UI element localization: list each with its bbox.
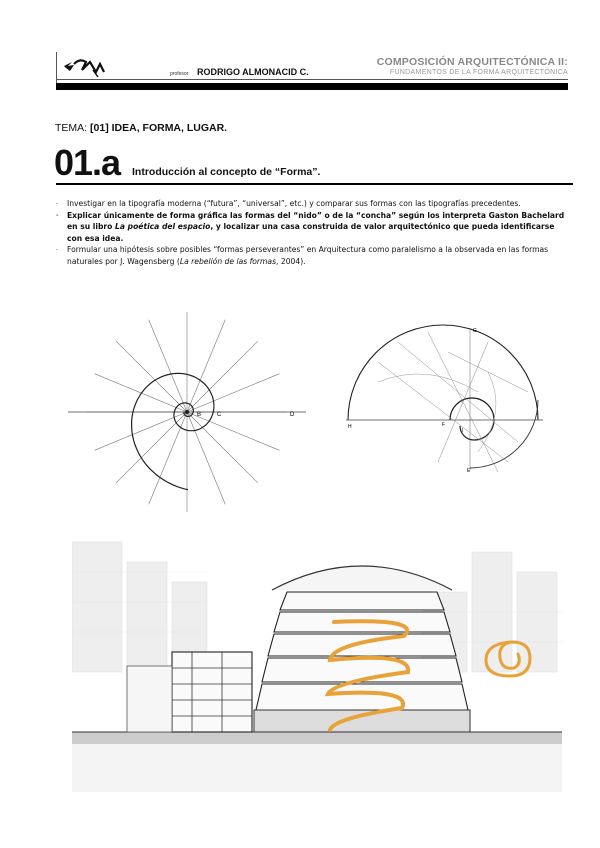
tema-value: [01] IDEA, FORMA, LUGAR. xyxy=(90,122,228,134)
construction-label-i: I xyxy=(462,428,464,434)
spiral-ray xyxy=(187,374,279,412)
construction-label-h: H xyxy=(348,424,352,430)
spiral-construction-figure xyxy=(338,322,548,482)
spiral-ray xyxy=(187,341,258,412)
assignment-list xyxy=(56,198,571,267)
spiral-label-b: B xyxy=(197,412,202,418)
section-title: Introducción al concepto de “Forma”. xyxy=(132,166,321,178)
course-title: COMPOSICIÓN ARQUITECTÓNICA II: xyxy=(376,56,568,68)
spiral-ray xyxy=(187,320,225,412)
spiral-label-d: D xyxy=(290,412,295,418)
spiral-figure xyxy=(62,305,312,517)
construction-label-f: F xyxy=(442,422,446,428)
course-logo xyxy=(60,52,110,82)
list-item: - Formular una hipótesis sobre posibles “formas perseverantes” en Arquitectura como paralelismo a la observada en las formas naturales por J. Wagensberg (La rebelión de las formas, 2004). xyxy=(56,244,571,267)
tema-label: TEMA: xyxy=(55,122,88,134)
spiral-label-c: C xyxy=(217,412,222,418)
professor-label: profesor: xyxy=(170,71,190,77)
professor-name: RODRIGO ALMONACID C. xyxy=(197,67,309,77)
construction-label-e: E xyxy=(467,468,471,474)
list-item: - Explicar únicamente de forma gráfica las formas del “nido” o de la “concha” según los interpreta Gaston Bachelard en su libro La poética del espacio, y localizar una casa construida de valor arquitectónico que pueda identificarse con esa idea. xyxy=(56,210,571,245)
construction-label-g: G xyxy=(473,328,477,334)
spiral-ray xyxy=(187,412,258,483)
spiral-ray xyxy=(149,320,187,412)
spiral-ray xyxy=(95,374,187,412)
spiral-ray xyxy=(149,412,187,504)
section-number: 01.a xyxy=(54,142,121,183)
section-rule xyxy=(56,183,573,185)
course-subtitle: FUNDAMENTOS DE LA FORMA ARQUITECTÓNICA xyxy=(389,69,568,76)
spiral-ray xyxy=(116,341,187,412)
tema-line xyxy=(55,122,227,134)
spiral-ray xyxy=(95,412,187,450)
header-thick-rule xyxy=(56,83,568,90)
header-thin-rule xyxy=(56,79,568,80)
list-item: - Investigar en la tipografía moderna (“futura”, “universal”, etc.) y comparar sus formas con las tipografías precedentes. xyxy=(56,198,571,210)
museum-section-drawing xyxy=(72,532,562,792)
spiral-ray xyxy=(187,412,225,504)
